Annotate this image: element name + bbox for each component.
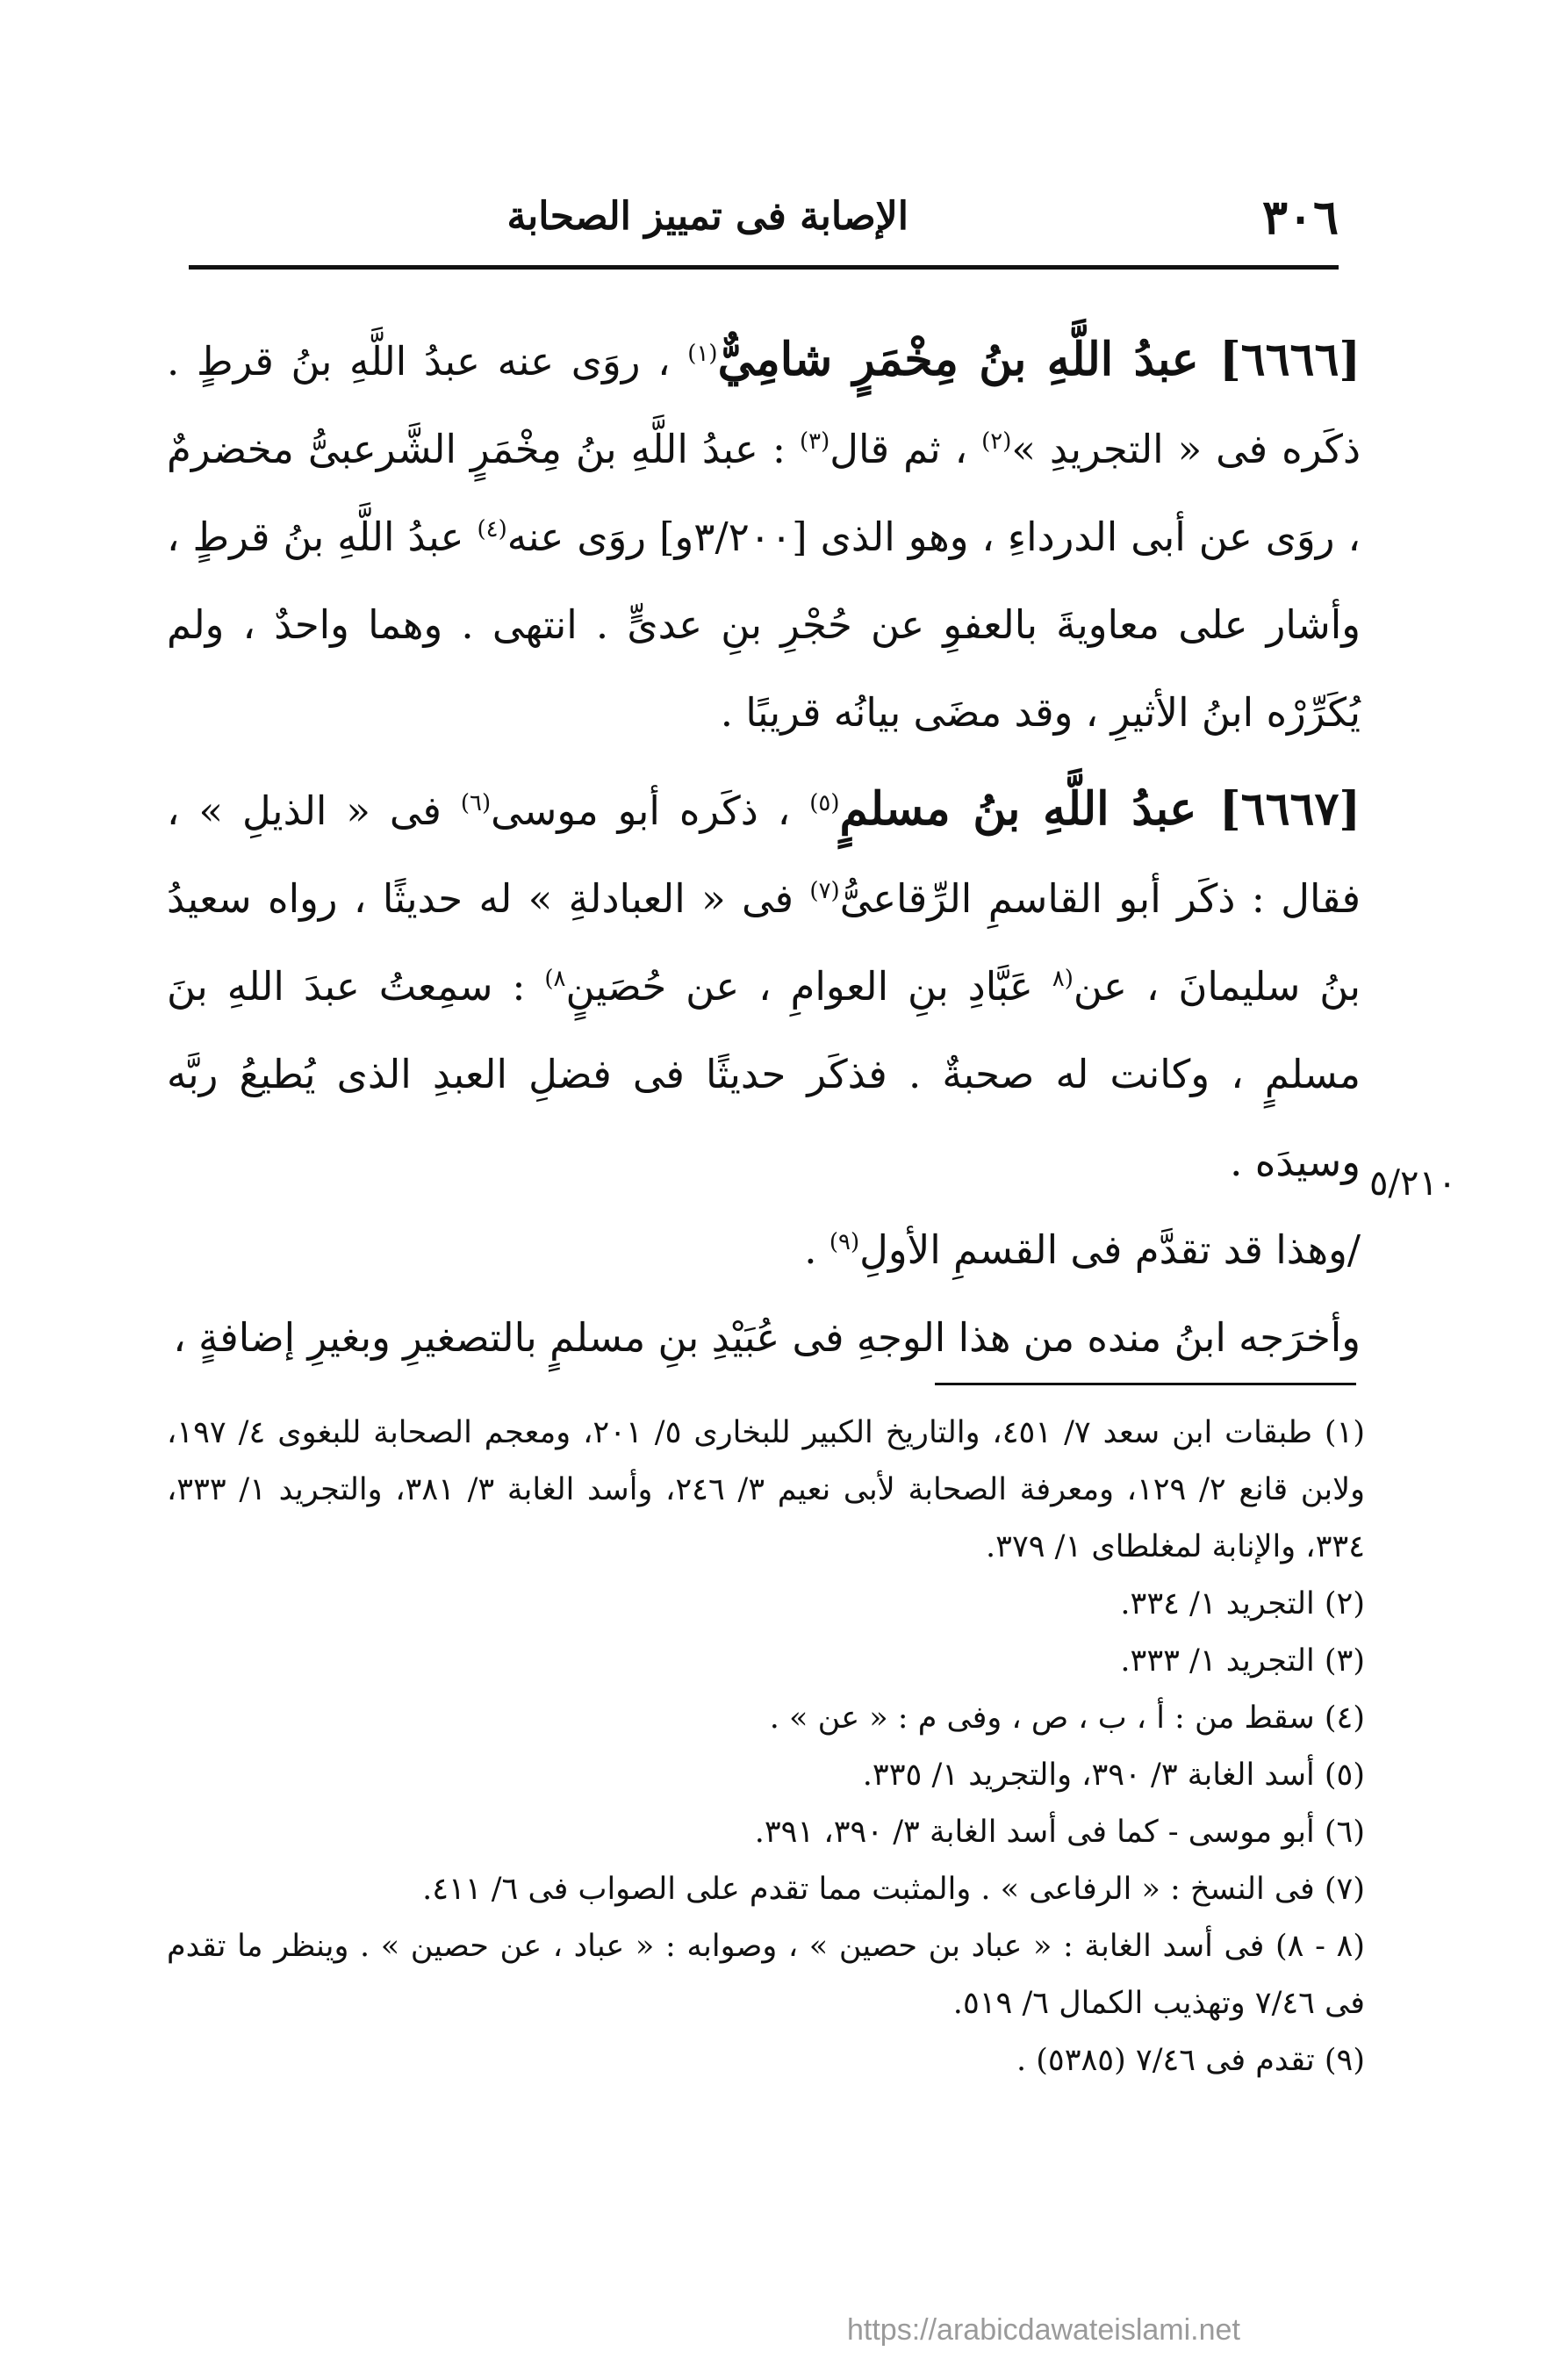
footnote-marker: (٤) <box>477 516 507 543</box>
footnote: (٩) تقدم فى ٧/٤٦ (٥٣٨٥) . <box>1016 2043 1365 2078</box>
page-number: ٣٠٦ <box>1261 189 1339 245</box>
text-run: /وهذا قد تقدَّم فى القسمِ الأولِ <box>859 1226 1361 1273</box>
text-run: فى « العبادلةِ » له حديثًا ، رواه سعيدُ بنُ سليمانَ ، عن <box>167 875 1361 1010</box>
footnote: (٥) أسد الغابة ٣/ ٣٩٠، والتجريد ١/ ٣٣٥. <box>862 1758 1365 1793</box>
footnote-marker: (٦) <box>460 790 492 816</box>
footnote-marker: (٨ <box>1052 966 1074 992</box>
running-title: الإصابة فى تمييز الصحابة <box>506 194 908 239</box>
footnote: (٢) التجريد ١/ ٣٣٤. <box>1120 1586 1365 1621</box>
text-run: : سمِعتُ عبدَ اللهِ بنَ مسلمٍ ، وكانت له صحبةٌ . فذكَر حديثًا فى فضلِ العبدِ الذى يُطيعُ ربَّه وسيدَه . <box>167 963 1361 1185</box>
text-run: وأخرَجه ابنُ منده من هذا الوجهِ فى عُبَيْدِ بنِ مسلمٍ بالتصغيرِ وبغيرِ إضافةٍ ، <box>173 1314 1361 1361</box>
entry-heading: [٦٦٦٧] عبدُ اللَّهِ بنُ مسلمٍ <box>839 782 1361 836</box>
footnotes <box>167 1405 1365 2089</box>
text-paragraph <box>167 1294 1361 1382</box>
text-run: عبدُ اللَّهِ بنُ قرطٍ ، وأشار على معاويةَ بالعفوِ عن حُجْرِ بنِ عدىٍّ . انتهى . وهما واحدٌ ، ولم يُكَرِّرْه ابنُ الأثيرِ ، وقد مضَى بيانُه قريبًا . <box>167 514 1361 736</box>
text-run: : عبدُ اللَّهِ بنُ مِخْمَرٍ الشَّرعبىُّ مخضرمٌ ، روَى عن أبى الدرداءِ ، وهو الذى [٣/٢٠٠و] روَى عنه <box>167 426 1361 560</box>
page-header <box>189 189 1339 259</box>
margin-reference: ٥/٢١٠ <box>1369 1163 1457 1204</box>
main-text <box>167 307 1361 1382</box>
footnote: (٨ - ٨) فى أسد الغابة : « عباد بن حصين » ، وصوابه : « عباد ، عن حصين » . وينظر ما تقدم فى ٧/٤٦ وتهذيب الكمال ٦/ ٥١٩. <box>167 1929 1365 2021</box>
text-run: عَبَّادِ بنِ العوامِ ، عن حُصَينٍ <box>565 963 1052 1010</box>
entry-paragraph <box>167 766 1361 1206</box>
text-paragraph <box>167 1206 1361 1294</box>
text-run: ، ثم قال <box>829 426 982 472</box>
header-rule <box>189 265 1339 270</box>
footnote-marker: (٩) <box>829 1229 860 1255</box>
text-run: ، روَى عنه عبدُ اللَّهِ بنُ قرطٍ . ذكَره فى « التجريدِ » <box>167 338 1361 472</box>
entry-paragraph <box>167 316 1361 757</box>
footnote: (٣) التجريد ١/ ٣٣٣. <box>1120 1643 1365 1679</box>
footnote-marker: (٣) <box>799 428 830 455</box>
footnote: (١) طبقات ابن سعد ٧/ ٤٥١، والتاريخ الكبير للبخارى ٥/ ٢٠١، ومعجم الصحابة للبغوى ٤/ ١٩٧، ولابن قانع ٢/ ١٢٩، ومعرفة الصحابة لأبى نعيم ٣/ ٢٤٦، وأسد الغابة ٣/ ٣٨١، والتجريد ١/ ٣٣٣، ٣٣٤، والإنابة لمغلطاى ١/ ٣٧٩. <box>167 1415 1366 1564</box>
footnote: (٤) سقط من : أ ، ب ، ص ، وفى م : « عن » . <box>769 1701 1365 1736</box>
footnote-marker: (٧) <box>809 878 840 904</box>
entry-heading: [٦٦٦٦] عبدُ اللَّهِ بنُ مِخْمَرٍ شامِيٌّ <box>717 333 1361 386</box>
text-run: . <box>804 1226 829 1273</box>
footnote-marker: (٥) <box>809 790 840 816</box>
footnote-marker: (٢) <box>981 428 1012 455</box>
text-run: ، ذكَره أبو موسى <box>491 787 810 834</box>
watermark-url: https://arabicdawateislami.net <box>847 2313 1240 2347</box>
footnote-marker: ٨) <box>544 966 566 992</box>
footnote-marker: (١) <box>687 341 718 367</box>
footnote-rule <box>935 1383 1356 1385</box>
footnote: (٦) أبو موسى - كما فى أسد الغابة ٣/ ٣٩٠، ٣٩١. <box>754 1815 1365 1850</box>
text-run: فى « الذيلِ » ، فقال : ذكَر أبو القاسمِ الرِّقاعىُّ <box>167 787 1361 922</box>
footnote: (٧) فى النسخ : « الرفاعى » . والمثبت مما تقدم على الصواب فى ٦/ ٤١١. <box>422 1872 1365 1907</box>
